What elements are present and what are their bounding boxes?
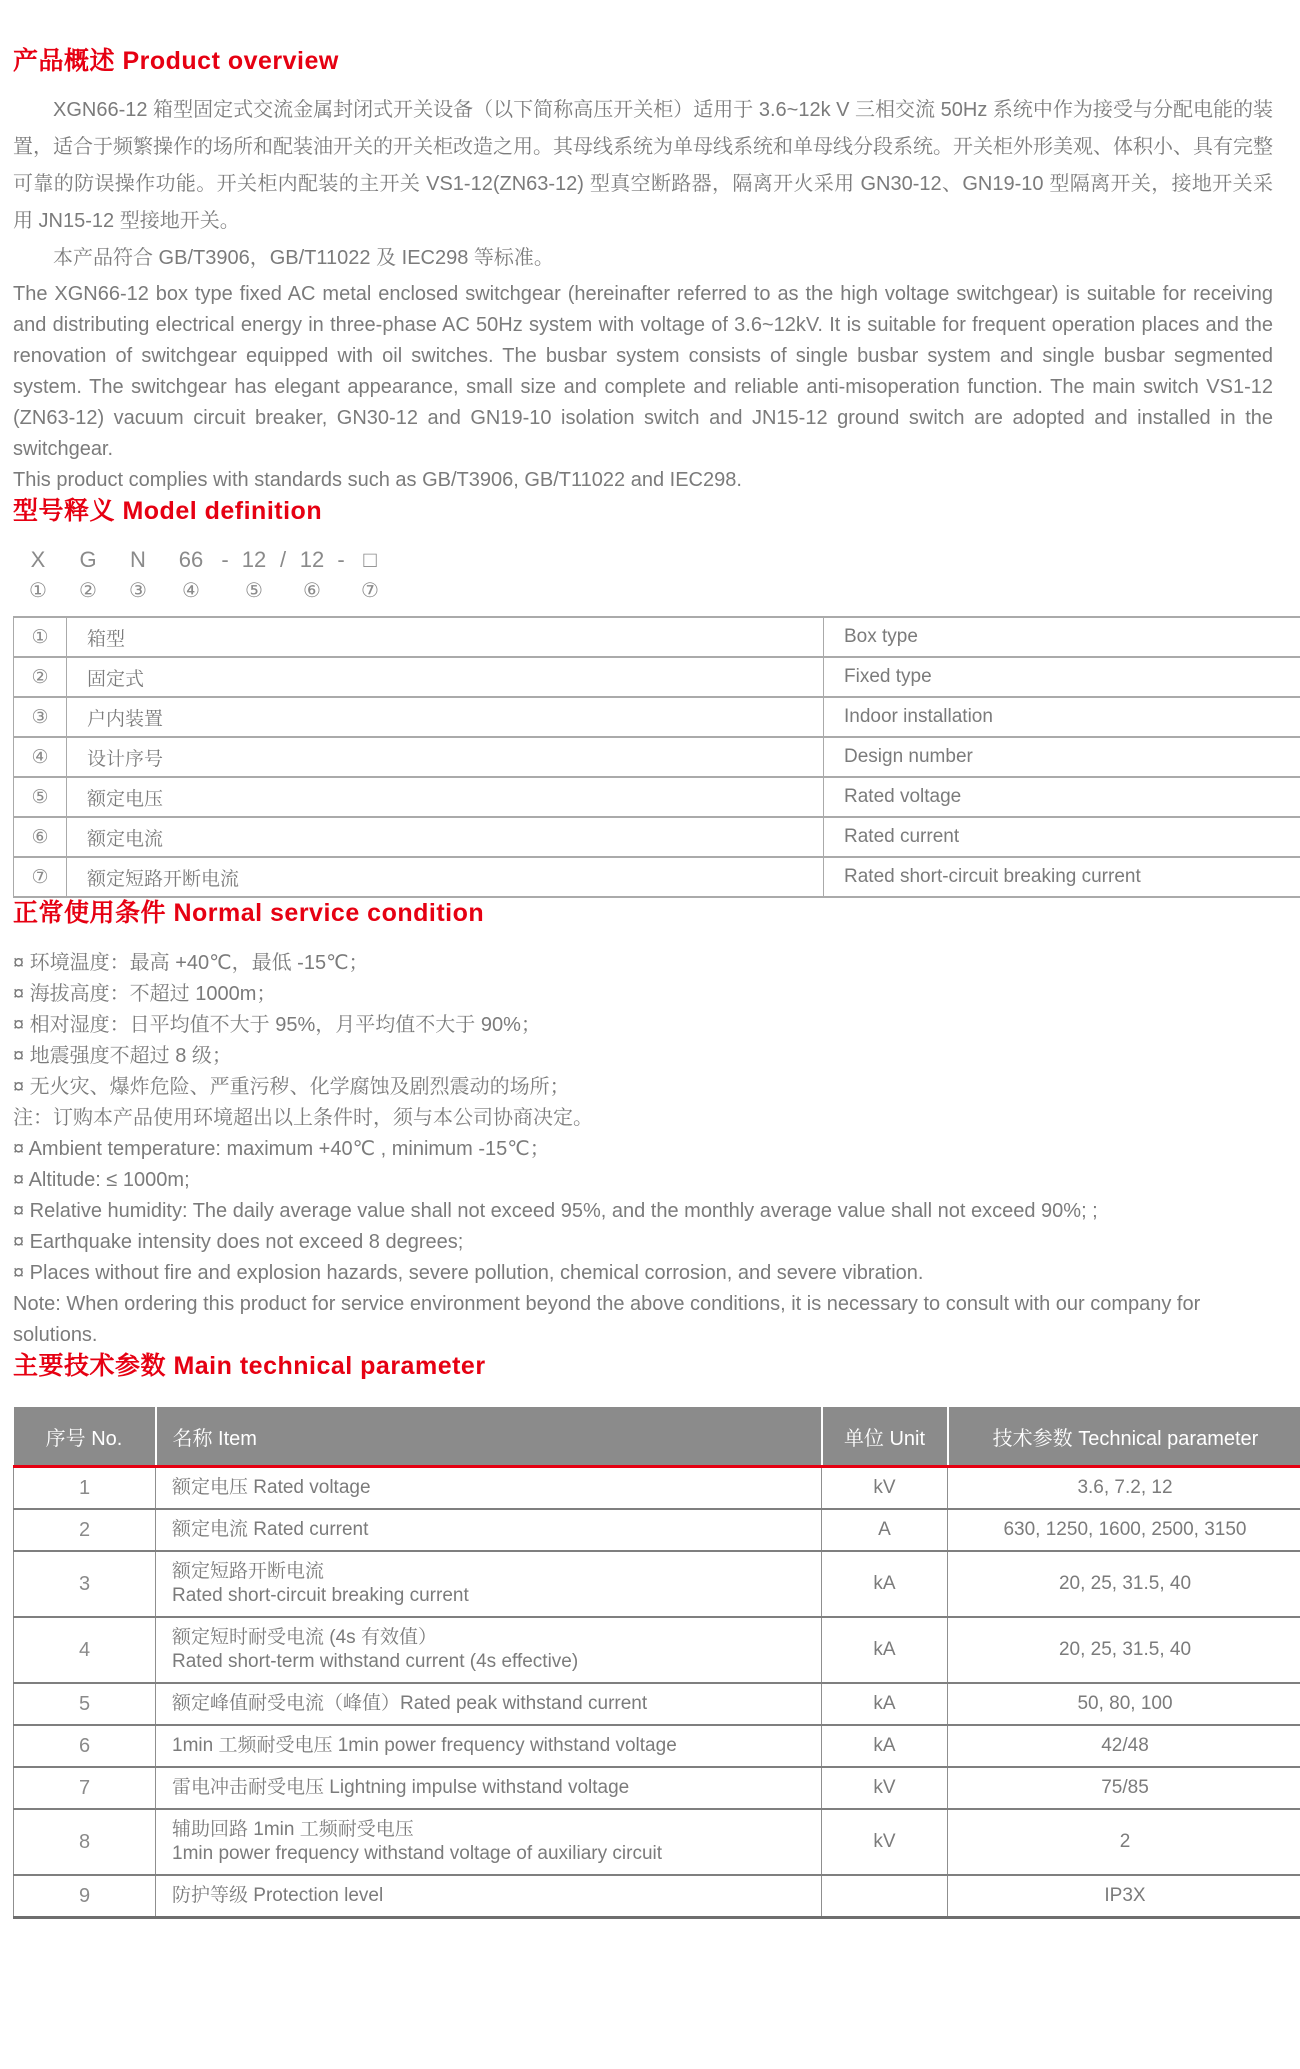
table-row: [14, 777, 1300, 817]
model-item-english: Rated short-circuit breaking current: [824, 857, 1300, 897]
technical-parameter-table: [13, 1407, 1300, 1919]
table-row: [14, 857, 1300, 897]
table-row: [14, 1683, 1300, 1725]
circled-number-icon: ④: [14, 737, 67, 777]
param-no: 6: [14, 1725, 156, 1767]
param-item: [156, 1551, 822, 1617]
circled-number-icon: ⑥: [303, 580, 321, 602]
model-code-segment: 12: [299, 547, 325, 572]
param-item-line1: 额定短时耐受电流 (4s 有效值）: [172, 1627, 437, 1648]
param-unit: kA: [822, 1725, 948, 1767]
table-row: [14, 1551, 1300, 1617]
param-item-line2: 1min power frequency withstand voltage of auxiliary circuit: [172, 1843, 663, 1864]
param-item-line1: 额定电流 Rated current: [172, 1519, 369, 1540]
model-definition-table: [13, 616, 1300, 898]
model-item-chinese: 额定电流: [67, 817, 824, 857]
section-title-normal-service-condition: 正常使用条件 Normal service condition: [13, 899, 485, 927]
overview-en-paragraph-1: The XGN66-12 box type fixed AC metal enclosed switchgear (hereinafter referred to as the high voltage switchgear) is suitable for receiving and distributing electrical energy in three-phase AC 50Hz system with voltage of 3.6~12kV. It is suitable for frequent operation places and the renovation of switchgear equipped with oil switches. The busbar system consists of single busbar system and single busbar segmented system. The switchgear has elegant appearance, small size and complete and reliable anti-misoperation function. The main switch VS1-12 (ZN63-12) vacuum circuit breaker, GN30-12 and GN19-10 isolation switch and JN15-12 ground switch are adopted and installed in the switchgear.: [13, 283, 1273, 460]
param-item: [156, 1683, 822, 1725]
list-item: ¤ 地震强度不超过 8 级；: [13, 1045, 232, 1067]
param-item: [156, 1725, 822, 1767]
table-row: [14, 1509, 1300, 1551]
list-item-note: Note: When ordering this product for service environment beyond the above conditions, it is necessary to consult with our company for solutions.: [13, 1293, 1201, 1346]
circled-number-icon: ⑤: [14, 777, 67, 817]
circled-number-icon: ③: [14, 697, 67, 737]
model-item-chinese: 额定电压: [67, 777, 824, 817]
param-value: 20, 25, 31.5, 40: [948, 1551, 1300, 1617]
column-header-unit: 单位 Unit: [822, 1407, 948, 1467]
table-row: [14, 1725, 1300, 1767]
circled-number-icon: ②: [79, 580, 97, 602]
model-code-segment: 66: [178, 547, 204, 572]
param-unit: kV: [822, 1809, 948, 1875]
column-header-item: 名称 Item: [156, 1407, 822, 1467]
table-row: [14, 1617, 1300, 1683]
list-item: ¤ 无火灾、爆炸危险、严重污秽、化学腐蚀及剧烈震动的场所；: [13, 1076, 570, 1098]
section-title-product-overview: 产品概述 Product overview: [13, 47, 339, 75]
model-code-separator-spacer: [219, 578, 231, 604]
model-code-separator-spacer: [277, 578, 289, 604]
param-unit: kA: [822, 1551, 948, 1617]
model-code-row: [13, 546, 1273, 574]
model-code-separator-spacer: [335, 578, 347, 604]
overview-cn-paragraph-2: 本产品符合 GB/T3906，GB/T11022 及 IEC298 等标准。: [53, 247, 554, 269]
param-item: [156, 1767, 822, 1809]
param-item-line1: 辅助回路 1min 工频耐受电压: [172, 1819, 414, 1840]
model-item-english: Rated voltage: [824, 777, 1300, 817]
list-item: ¤ Relative humidity: The daily average value shall not exceed 95%, and the monthly average value shall not exceed 90%; ;: [13, 1200, 1098, 1222]
param-item-line1: 防护等级 Protection level: [172, 1885, 384, 1906]
table-row: [14, 697, 1300, 737]
table-row: [14, 1809, 1300, 1875]
param-item: [156, 1467, 822, 1510]
model-item-english: Design number: [824, 737, 1300, 777]
param-item: [156, 1809, 822, 1875]
circled-number-icon: ⑥: [14, 817, 67, 857]
list-item: ¤ Ambient temperature: maximum +40℃ , minimum -15℃；: [13, 1138, 550, 1160]
model-code-separator: -: [337, 547, 345, 572]
param-no: 3: [14, 1551, 156, 1617]
circled-number-icon: ⑤: [245, 580, 263, 602]
model-item-english: Box type: [824, 617, 1300, 657]
model-item-chinese: 固定式: [67, 657, 824, 697]
overview-cn-paragraph-1: XGN66-12 箱型固定式交流金属封闭式开关设备（以下简称高压开关柜）适用于 3.6~12k V 三相交流 50Hz 系统中作为接受与分配电能的装置，适合于频繁操作的场所和配装油开关的开关柜改造之用。其母线系统为单母线系统和单母线分段系统。开关柜外形美观、体积小、具有完整可靠的防误操作功能。开关柜内配装的主开关 VS1-12(ZN63-12) 型真空断路器，隔离开火采用 GN30-12、GN19-10 型隔离开关，接地开关采用 JN15-12 型接地开关。: [13, 99, 1273, 232]
circled-number-icon: ①: [14, 617, 67, 657]
list-item: ¤ Places without fire and explosion hazards, severe pollution, chemical corrosion, and severe vibration.: [13, 1262, 924, 1284]
overview-chinese-paragraphs: [13, 92, 1273, 277]
overview-en-paragraph-2: This product complies with standards such as GB/T3906, GB/T11022 and IEC298.: [13, 469, 742, 491]
list-item: ¤ 相对湿度：日平均值不大于 95%，月平均值不大于 90%；: [13, 1014, 541, 1036]
model-item-chinese: 箱型: [67, 617, 824, 657]
param-unit: kA: [822, 1617, 948, 1683]
param-item-line2: Rated short-term withstand current (4s effective): [172, 1651, 579, 1672]
circled-number-icon: ⑦: [361, 580, 379, 602]
param-item-line1: 额定峰值耐受电流（峰值）Rated peak withstand current: [172, 1693, 648, 1714]
model-code-segment: □: [363, 547, 377, 572]
table-row: [14, 617, 1300, 657]
column-header-value: 技术参数 Technical parameter: [948, 1407, 1300, 1467]
param-no: 2: [14, 1509, 156, 1551]
list-item: ¤ Earthquake intensity does not exceed 8 degrees;: [13, 1231, 464, 1253]
param-unit: kV: [822, 1467, 948, 1510]
param-value: 50, 80, 100: [948, 1683, 1300, 1725]
table-row: [14, 1767, 1300, 1809]
model-code-segment: G: [79, 547, 97, 572]
list-item: ¤ 海拔高度：不超过 1000m；: [13, 983, 277, 1005]
table-row: [14, 817, 1300, 857]
param-value: 20, 25, 31.5, 40: [948, 1617, 1300, 1683]
list-item-note: 注：订购本产品使用环境超出以上条件时，须与本公司协商决定。: [13, 1107, 593, 1129]
service-condition-list: [13, 948, 1273, 1351]
circled-number-icon: ③: [129, 580, 147, 602]
param-value: 42/48: [948, 1725, 1300, 1767]
table-row: [14, 1875, 1300, 1918]
param-value: IP3X: [948, 1875, 1300, 1918]
model-item-chinese: 额定短路开断电流: [67, 857, 824, 897]
param-item-line1: 雷电冲击耐受电压 Lightning impulse withstand voltage: [172, 1777, 630, 1798]
param-item-line1: 1min 工频耐受电压 1min power frequency withstand voltage: [172, 1735, 677, 1756]
column-header-no: 序号 No.: [14, 1407, 156, 1467]
list-item: ¤ Altitude: ≤ 1000m;: [13, 1169, 190, 1191]
param-value: 75/85: [948, 1767, 1300, 1809]
circled-number-icon: ⑦: [14, 857, 67, 897]
circled-number-icon: ②: [14, 657, 67, 697]
param-unit: A: [822, 1509, 948, 1551]
overview-english-paragraphs: [13, 279, 1273, 496]
table-row: [14, 1467, 1300, 1510]
param-unit: kA: [822, 1683, 948, 1725]
param-no: 8: [14, 1809, 156, 1875]
table-row: [14, 657, 1300, 697]
list-item: ¤ 环境温度：最高 +40℃，最低 -15℃；: [13, 952, 369, 974]
model-code-segment: N: [130, 547, 146, 572]
param-value: 630, 1250, 1600, 2500, 3150: [948, 1509, 1300, 1551]
table-row: [14, 737, 1300, 777]
param-item: [156, 1617, 822, 1683]
param-no: 7: [14, 1767, 156, 1809]
circled-number-icon: ④: [182, 580, 200, 602]
param-unit: kV: [822, 1767, 948, 1809]
param-unit: [822, 1875, 948, 1918]
section-title-model-definition: 型号释义 Model definition: [13, 497, 323, 525]
table-header-row: [14, 1407, 1300, 1467]
model-item-english: Fixed type: [824, 657, 1300, 697]
param-item-line1: 额定短路开断电流: [172, 1561, 325, 1582]
param-item: [156, 1875, 822, 1918]
model-item-english: Rated current: [824, 817, 1300, 857]
model-code-segment: X: [30, 547, 46, 572]
model-code-diagram: [13, 546, 1273, 604]
param-item: [156, 1509, 822, 1551]
model-code-mark-row: [13, 578, 1273, 604]
param-item-line1: 额定电压 Rated voltage: [172, 1477, 371, 1498]
param-value: 2: [948, 1809, 1300, 1875]
param-item-line2: Rated short-circuit breaking current: [172, 1585, 469, 1606]
param-no: 9: [14, 1875, 156, 1918]
model-code-segment: 12: [241, 547, 267, 572]
model-item-chinese: 设计序号: [67, 737, 824, 777]
model-item-english: Indoor installation: [824, 697, 1300, 737]
section-title-main-technical-parameter: 主要技术参数 Main technical parameter: [13, 1352, 486, 1380]
param-no: 4: [14, 1617, 156, 1683]
param-value: 3.6, 7.2, 12: [948, 1467, 1300, 1510]
circled-number-icon: ①: [29, 580, 47, 602]
model-item-chinese: 户内装置: [67, 697, 824, 737]
param-no: 1: [14, 1467, 156, 1510]
model-code-separator: /: [279, 547, 287, 572]
model-code-separator: -: [221, 547, 229, 572]
param-no: 5: [14, 1683, 156, 1725]
